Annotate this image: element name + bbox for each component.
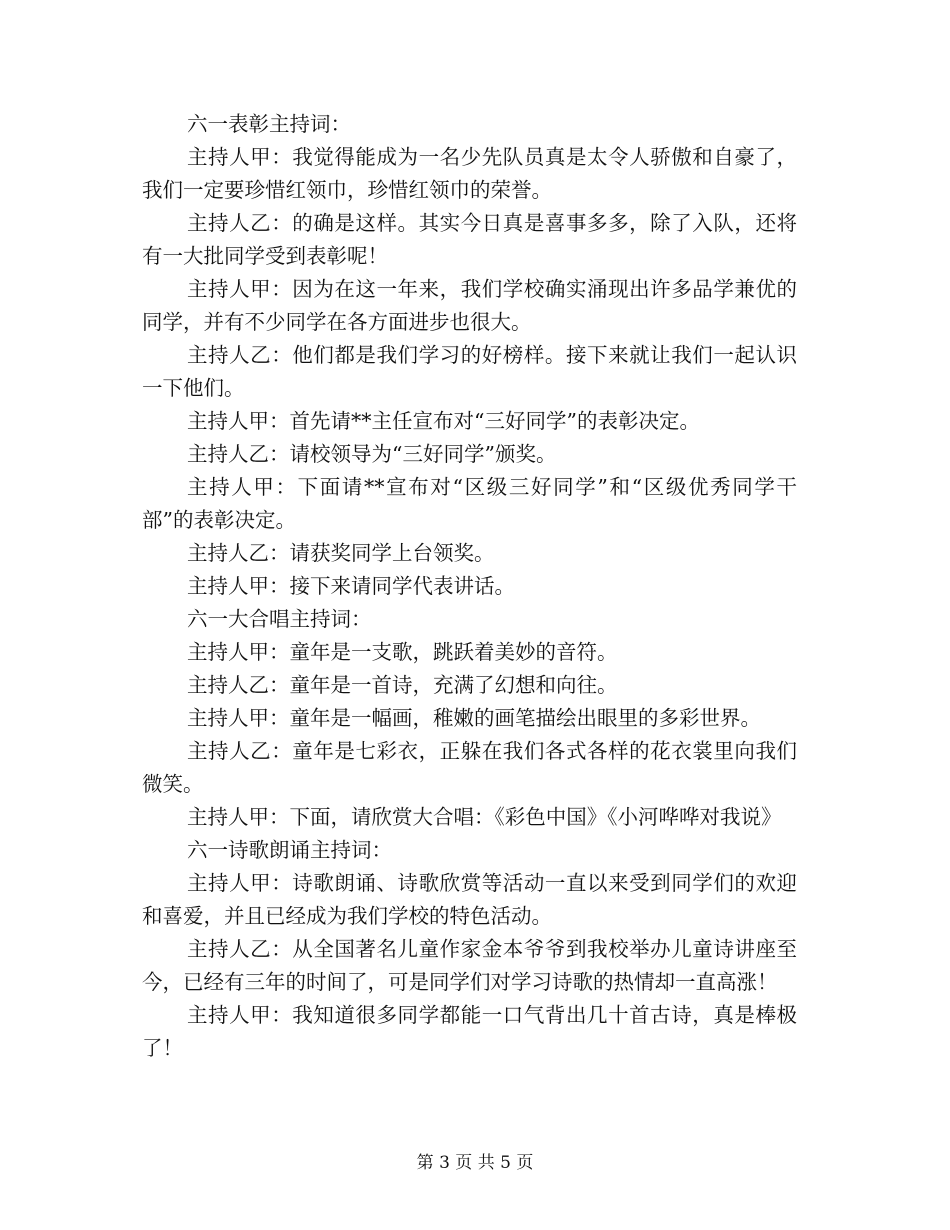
section-heading-awards: 六一表彰主持词：: [187, 112, 351, 136]
section-heading-chorus: 六一大合唱主持词：: [187, 607, 372, 631]
page-number-footer: 第 3 页 共 5 页: [416, 1153, 534, 1173]
paragraph: 主持人甲：我知道很多同学都能一口气背出几十首古诗，真是棒极了！: [142, 1003, 797, 1060]
paragraph: 主持人乙：从全国著名儿童作家金本爷爷到我校举办儿童诗讲座至今，已经有三年的时间了，可是同学们对学习诗歌的热情却一直高涨！: [142, 937, 797, 994]
paragraph: 主持人甲：首先请**主任宣布对“三好同学”的表彰决定。: [187, 409, 700, 433]
paragraph: 主持人甲：诗歌朗诵、诗歌欣赏等活动一直以来受到同学们的欢迎和喜爱，并且已经成为我们学校的特色活动。: [142, 871, 797, 928]
paragraph: 主持人甲：下面，请欣赏大合唱：《彩色中国》《小河哗哗对我说》: [187, 805, 782, 829]
paragraph: 主持人甲：下面请**宣布对“区级三好同学”和“区级优秀同学干部”的表彰决定。: [142, 475, 797, 532]
paragraph: 主持人乙：的确是这样。其实今日真是喜事多多，除了入队，还将有一大批同学受到表彰呢！: [142, 211, 797, 268]
paragraph: 主持人甲：童年是一幅画，稚嫩的画笔描绘出眼里的多彩世界。: [187, 706, 761, 730]
paragraph: 主持人乙：童年是七彩衣，正躲在我们各式各样的花衣裳里向我们微笑。: [142, 739, 797, 796]
paragraph: 主持人乙：他们都是我们学习的好榜样。接下来就让我们一起认识一下他们。: [142, 343, 797, 400]
paragraph: 主持人乙：请校领导为“三好同学”颁奖。: [187, 442, 557, 466]
paragraph: 主持人乙：请获奖同学上台领奖。: [187, 541, 495, 565]
paragraph: 主持人甲：因为在这一年来，我们学校确实涌现出许多品学兼优的同学，并有不少同学在各方面进步也很大。: [142, 277, 797, 334]
paragraph: 主持人甲：我觉得能成为一名少先队员真是太令人骄傲和自豪了，我们一定要珍惜红领巾，珍惜红领巾的荣誉。: [142, 145, 797, 202]
section-heading-poetry: 六一诗歌朗诵主持词：: [187, 838, 392, 862]
paragraph: 主持人甲：童年是一支歌，跳跃着美妙的音符。: [187, 640, 618, 664]
document-body: [142, 108, 797, 1065]
paragraph: 主持人乙：童年是一首诗，充满了幻想和向往。: [187, 673, 618, 697]
paragraph: 主持人甲：接下来请同学代表讲话。: [187, 574, 515, 598]
